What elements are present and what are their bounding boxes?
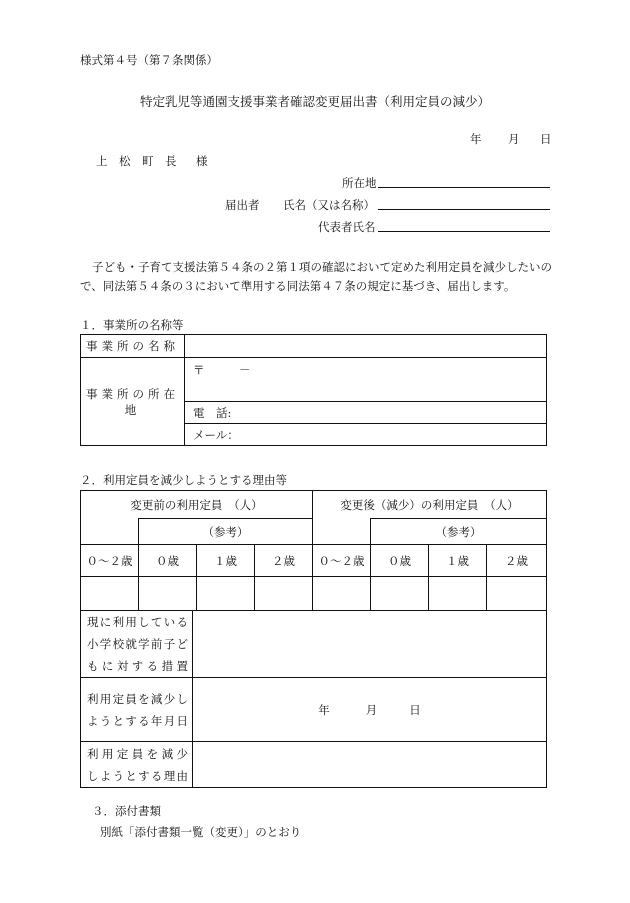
before-value-1[interactable] bbox=[197, 577, 255, 611]
reduction-date-field[interactable] bbox=[193, 678, 547, 742]
rep-label: 代表者氏名 bbox=[318, 220, 376, 234]
email-field[interactable]: メール： bbox=[185, 424, 547, 446]
before-age-1: １歳 bbox=[197, 545, 255, 577]
rep-line[interactable] bbox=[378, 231, 550, 232]
section2-heading: ２．利用定員を減少しようとする理由等 bbox=[80, 473, 287, 487]
reduction-reason-label: 利用定員を減少 しようとする理由 bbox=[81, 742, 193, 788]
body-line-1: 子ども・子育て支援法第５４条の２第１項の確認において定めた利用定員を減少したいの bbox=[92, 260, 552, 274]
measures-label: 現に利用している 小学校就学前子ど もに対する措置 bbox=[81, 611, 193, 678]
after-capacity-header: 変更後（減少）の利用定員 （人） bbox=[313, 491, 547, 519]
after-reference-label: （参考） bbox=[371, 519, 547, 545]
reduction-date-label: 利用定員を減少し ようとする年月日 bbox=[81, 678, 193, 742]
measures-field[interactable] bbox=[193, 611, 547, 678]
before-reference-label: （参考） bbox=[139, 519, 313, 545]
section1-heading: １．事業所の名称等 bbox=[80, 318, 184, 332]
facility-name-label: 事業所の名称 bbox=[81, 335, 185, 358]
details-table bbox=[80, 610, 547, 788]
addressee-honorific: 様 bbox=[196, 154, 208, 168]
after-age-0: ０歳 bbox=[371, 545, 429, 577]
before-age-2: ２歳 bbox=[255, 545, 313, 577]
page-title: 特定乳児等通園支援事業者確認変更届出書（利用定員の減少） bbox=[139, 94, 490, 109]
date-year: 年 bbox=[470, 132, 482, 146]
facility-name-field[interactable] bbox=[185, 335, 547, 358]
addressee-name: 上 松 町 長 bbox=[96, 154, 177, 168]
submitter-label: 届出者 bbox=[225, 198, 260, 212]
before-blank bbox=[81, 519, 139, 545]
capacity-table bbox=[80, 490, 547, 611]
body-line-2: で、同法第５４条の３において準用する同法第４７条の規定に基づき、届出します。 bbox=[80, 279, 516, 293]
before-value-2[interactable] bbox=[255, 577, 313, 611]
form-number: 様式第４号（第７条関係） bbox=[80, 53, 218, 67]
after-blank bbox=[313, 519, 371, 545]
after-value-0[interactable] bbox=[371, 577, 429, 611]
attachments-text: 別紙「添付書類一覧（変更）」のとおり bbox=[100, 825, 302, 839]
facility-address-label: 事業所の所在地 bbox=[81, 358, 185, 446]
facility-table bbox=[80, 334, 547, 446]
reduction-date-year: 年 bbox=[318, 702, 330, 717]
postal-field[interactable]: 〒 － bbox=[185, 358, 547, 402]
before-capacity-header: 変更前の利用定員 （人） bbox=[81, 491, 313, 519]
after-age-0-2: ０～２歳 bbox=[313, 545, 371, 577]
after-age-2: ２歳 bbox=[487, 545, 547, 577]
after-value-0-2[interactable] bbox=[313, 577, 371, 611]
date-day: 日 bbox=[540, 132, 552, 146]
reduction-date-month: 月 bbox=[365, 702, 378, 717]
before-age-0: ０歳 bbox=[139, 545, 197, 577]
name-label: 氏名（又は名称） bbox=[283, 198, 375, 212]
after-age-1: １歳 bbox=[429, 545, 487, 577]
before-value-0[interactable] bbox=[139, 577, 197, 611]
name-line[interactable] bbox=[378, 209, 550, 210]
phone-field[interactable]: 電 話: bbox=[185, 402, 547, 424]
date-month: 月 bbox=[508, 132, 520, 146]
before-value-0-2[interactable] bbox=[81, 577, 139, 611]
address-label: 所在地 bbox=[342, 176, 377, 190]
section3-heading: ３．添付書類 bbox=[92, 804, 161, 818]
reduction-reason-field[interactable] bbox=[193, 742, 547, 788]
before-age-0-2: ０～２歳 bbox=[81, 545, 139, 577]
reduction-date-day: 日 bbox=[409, 702, 421, 717]
address-line[interactable] bbox=[378, 187, 550, 188]
after-value-2[interactable] bbox=[487, 577, 547, 611]
after-value-1[interactable] bbox=[429, 577, 487, 611]
